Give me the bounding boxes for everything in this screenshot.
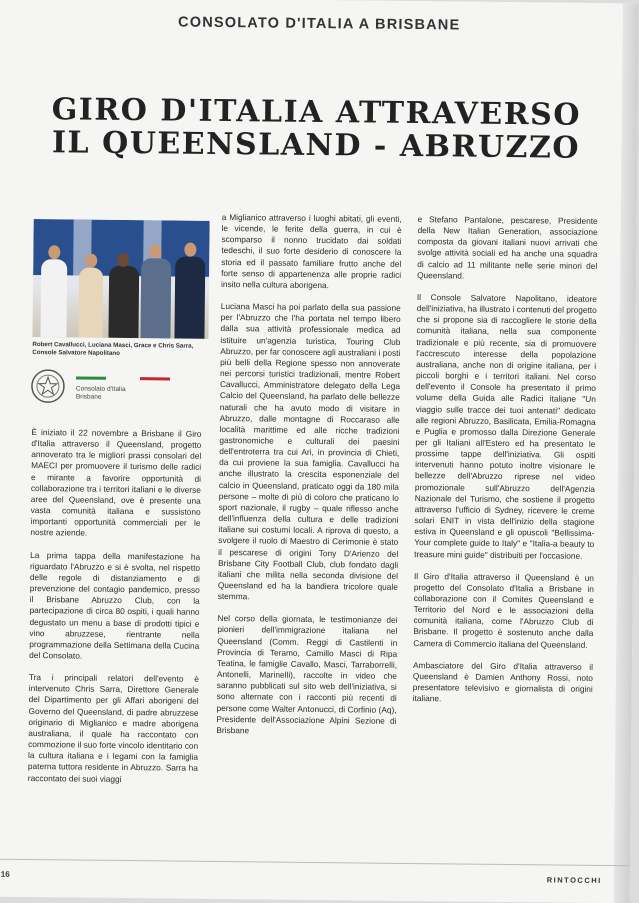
paragraph: Il Console Salvatore Napolitano, ideatore dell'iniziativa, ha illustrato i contenuti del progetto che si propone sia di raccogliere le storie della comunità italiana, nella sua componente tradizionale e più recente, sia di promuovere l'accrescuto interesse della popolazione australiana, anche non di origine italiana, per i piccoli borghi e i territori italiani. Nel corso dell'evento il Console ha presentato il primo volume della Guida alle Radici italiane "Un viaggio sulle tracce dei tuoi antenati" dedicato alle regioni Abruzzo, Basilicata, Emilia-Romagna e Puglia e promosso dalla Direzione Generale per gli Italiani all'Estero ed ha presentato le prossime tappe dell'iniziativa. Gli ospiti intervenuti hanno potuto inoltre visionare le bellezze dell'Abruzzo riprese nel video promozionale sull'Abruzzo dell'Agenzia Nazionale del Turismo, che sostiene il progetto attraverso l'ufficio di Sydney, ricevere le creme solari ENIT in vista dell'inizio della stagione estiva in Queensland e gli opuscoli "Bellissima-Your complete guide to Italy" e "Italia-a beauty to treasure mini guide" distribuiti per l'occasione. (414, 291, 597, 561)
paragraph: È iniziato il 22 novembre a Brisbane il Giro d'Italia attraverso il Queensland, progetto annoverato tra le migliori prassi consolari del MAECI per promuovere il turismo delle radici e mirante a favorire opportunità di collaborazione tra i territori italiani e le diverse aree del Queensland, ove è presente una vasta comunità italiana e sussistono importanti opportunità commerciali per le nostre aziende. (30, 427, 202, 539)
person-robert (40, 259, 67, 337)
group-photo (32, 219, 209, 339)
footer-divider (0, 859, 630, 867)
person-head (149, 244, 161, 258)
section-kicker: CONSOLATO D'ITALIA A BRISBANE (178, 14, 461, 34)
paragraph: Nel corso della giornata, le testimonianze dei pionieri dell'immigrazione italiana nel Queensland (Comm. Reggi di Castilenti in Provincia di Teramo, Camillo Masci di Ripa Teatina, le famiglie Cavallo, Masci, Tarraborrelli, Antonelli, Marinelli), raccolte in video che saranno pubblicati sul sito web dell'iniziativa, si sono alternate con i racconti più recenti di persone come Walter Antonucci, di Corfinio (Aq), Presidente dell'Associazione Alpini Sezione di Brisbane (216, 613, 398, 736)
page-number: 16 (0, 869, 10, 879)
article-column-2 (216, 212, 402, 749)
article-column-1 (28, 427, 202, 796)
paragraph: Tra i principali relatori dell'evento è intervenuto Chris Sarra, Direttore Generale del Dipartimento per gli Affari aborigeni del Governo del Queensland, di padre abruzzese originario di Miglianico e madre aborigena australiana, il quale ha raccontato con commozione il suo forte vincolo identitario con la cultura italiana e i legami con la famiglia paterna tuttora residente in Abruzzo. Sarra ha raccontato dei suoi viaggi (27, 672, 199, 784)
logo-line-2: Brisbane (75, 393, 102, 401)
paragraph: Il Giro d'Italia attraverso il Queensland è un progetto del Consolato d'Italia a Brisbane in collaborazione con il Comites Queensland e Territorio del Nord e le associazioni della comunità italiana, come l'Abruzzo Club di Brisbane. Il progetto è sostenuto anche dalla Camera di Commercio italiana del Queensland. (413, 570, 595, 650)
paragraph: Luciana Masci ha poi parlato della sua passione per l'Abruzzo che l'ha portata nel tempo libero dalla sua attività professionale medica ad istituire un'agenzia turistica, Touring Club Abruzzo, per far conoscere agli australiani i posti più belli della Regione spesso non annoverate nei percorsi turistici tradizionali, mentre Robert Cavallucci, Amministratore delegato della Lega Calcio del Queensland, ha parlato delle bellezze naturali che ha avuto modo di visitare in Abruzzo, dalle montagne di Roccaraso alle località marittime ed alle ricche tradizioni gastronomiche e culturali dei paesini dell'entroterra tra cui Ari, in provincia di Chieti, da cui proviene la sua famiglia. Cavallucci ha anche illustrato la crescita esponenziale del calcio in Queensland, praticato oggi da 180 mila persone – molte di più di coloro che praticano lo sport nazionale, il rugby – quale riflesso anche dell'influenza della cultura e delle tradizioni italiane sui costumi locali. A riprova di questo, a svolgere il ruolo di Maestro di Cerimonie è stato il pescarese di origini Tony D'Arienzo del Brisbane City Football Club, club fondato dagli italiani che milita nella seconda divisione del Queensland ed ha la bandiera tricolore quale stemma. (217, 301, 401, 602)
person-console (174, 257, 205, 339)
article-column-3 (413, 214, 598, 717)
person-head (48, 245, 60, 259)
title-line-2: IL QUEENSLAND - ABRUZZO (51, 125, 581, 166)
consulate-logo-text (76, 385, 126, 402)
article-title (38, 93, 594, 165)
paragraph: Ambasciatore del Giro d'Italia attraverso il Queensland è Damien Anthony Rossi, noto presentatore televisivo e giornalista di origini italiane. (412, 659, 594, 704)
person-head (117, 253, 129, 267)
logo-line-1: Consolato d'Italia (75, 385, 126, 393)
italian-emblem-icon (30, 368, 66, 404)
paragraph: e Stefano Pantalone, pescarese, Presidente della New Italian Generation, associazione composta da giovani italiani nuovi arrivati che svolge attività sociali ed ha anche una squadra di calcio ad 11 militante nelle serie minori del Queensland. (417, 214, 598, 281)
person-head (85, 254, 97, 268)
photo-caption: Robert Cavallucci, Luciana Masci, Grace e Chris Sarra, Console Salvatore Napolitano (32, 341, 194, 357)
magazine-brand: RINTOCCHI (546, 875, 602, 886)
paragraph: a Miglianico attraverso i luoghi abitati, gli eventi, le vicende, le ferite della guerra, in cui è scomparso il nonno trucidato dai soldati tedeschi, il suo forte desiderio di conoscere la storia ed il passato familiare frutto anche del forte senso di appartenenza alle proprie radici insito nella cultura aborigena. (220, 211, 402, 291)
person-grace (108, 266, 139, 338)
flag-red-stripe (140, 377, 170, 380)
flag-green-stripe (76, 376, 106, 379)
person-head (184, 243, 196, 257)
paragraph: La prima tappa della manifestazione ha riguardato l'Abruzzo e si è svolta, nel rispetto delle regole di distanziamento e di prevenzione del contagio pandemico, presso il Brisbane Abruzzo Club, con la partecipazione di circa 80 ospiti, i quali hanno degustato un menu a base di prodotti tipici e vino abruzzese, rientrante nella programmazione della Settimana della Cucina del Consolato. (29, 549, 201, 661)
person-chris (140, 258, 171, 338)
person-luciana (78, 267, 103, 337)
next-page-edge (614, 3, 639, 903)
title-line-1: GIRO D'ITALIA ATTRAVERSO (51, 92, 582, 133)
